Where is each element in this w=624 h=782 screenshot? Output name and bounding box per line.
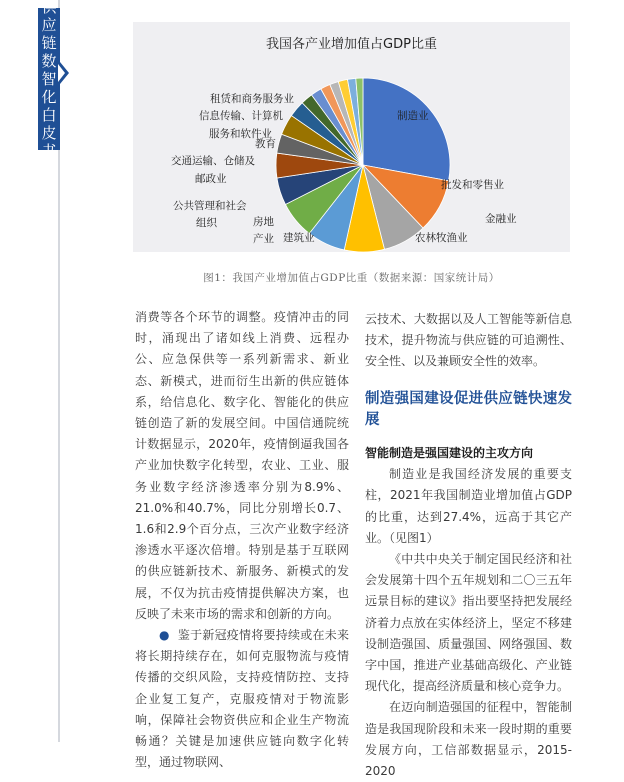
- section-heading: 制造强国建设促进供应链快速发展: [365, 390, 572, 428]
- pie-slice-0: [363, 78, 450, 181]
- chart-title: 我国各产业增加值占GDP比重: [266, 37, 437, 52]
- right-paragraph-4: 在迈向制造强国的征程中，智能制造是我国现阶段和未来一段时期的重要发展方向，工信部数据显示，2015-2020: [365, 700, 572, 779]
- slice-label-transport-2: 邮政业: [195, 173, 227, 185]
- sidebar-section-tab: [38, 0, 60, 160]
- slice-label-it-2: 服务和软件业: [209, 128, 272, 140]
- sidebar-tab-char: 数: [41, 52, 57, 70]
- slice-label-construction: 建筑业: [283, 232, 315, 244]
- slice-label-public-admin-2: 组织: [196, 217, 217, 229]
- slice-label-wholesale-retail: 批发和零售业: [441, 179, 504, 191]
- sidebar-tab-char: 白: [41, 106, 57, 124]
- right-paragraph-2: 制造业是我国经济发展的重要支柱，2021年我国制造业增加值占GDP的比重，达到27.4%，远高于其它产业。（见图1）: [365, 467, 572, 545]
- sidebar-tab-char: 供: [41, 0, 57, 16]
- right-paragraph-1: 云技术、大数据以及人工智能等新信息技术，提升物流与供应链的可追溯性、安全性、以及兼顾安全性的效率。: [365, 312, 572, 369]
- left-paragraph-2: 鉴于新冠疫情将要持续或在未来将长期持续存在，如何克服物流与疫情传播的交织风险，支持疫情防控、支持企业复工复产，克服疫情对于物流影响，保障社会物资供应和企业生产物流畅通？关键是加速供应链向数字化转型，通过物联网、: [135, 628, 349, 770]
- slice-label-public-admin-1: 公共管理和社会: [173, 200, 247, 212]
- figure-panel: [133, 22, 570, 252]
- right-paragraph-3: 《中共中央关于制定国民经济和社会发展第十四个五年规划和二〇三五年远景目标的建议》指出要坚持把发展经济着力点放在实体经济上，坚定不移建设制造强国、质量强国、网络强国、数字中国，推进产业基础高级化、产业链现代化，提高经济质量和核心竞争力。: [365, 552, 572, 694]
- slice-label-agriculture: 农林牧渔业: [415, 232, 468, 244]
- slice-label-it-1: 信息传输、计算机: [199, 110, 283, 122]
- sidebar-tab-char: 书: [41, 142, 57, 160]
- sub-heading: 智能制造是强国建设的主攻方向: [365, 446, 534, 461]
- slice-label-finance: 金融业: [485, 213, 517, 225]
- left-paragraph-1: 消费等各个环节的调整。疫情冲击的同时，涌现出了诸如线上消费、远程办公、应急保供等一系列新需求、新业态、新模式，进而衍生出新的供应链体系，给信息化、数字化、智能化的供应链创造了新的发展空间。中国信通院统计数据显示，2020年，疫情倒逼我国各产业加快数字化转型，农业、工业、服务业数字经济渗透率分别为8.9%、21.0%和40.7%，同比分别增长0.7、1.6和2.9个百分点，三次产业数字经济渗透水平逐次倍增。特别是基于互联网的供应链新技术、新服务、新模式的发展，不仅为抗击疫情提供解决方案，也反映了未来市场的需求和创新的方向。: [135, 310, 349, 621]
- slice-label-real-estate-1: 房地: [253, 216, 274, 228]
- slice-label-real-estate-2: 产业: [253, 233, 274, 245]
- sidebar-tab-arrow-icon: [60, 62, 69, 84]
- bullet-dot-icon: ●: [159, 628, 170, 643]
- slice-label-leasing: 租赁和商务服务业: [210, 93, 294, 105]
- slice-label-education: 教育: [255, 138, 276, 150]
- sidebar-tab-char: 皮: [41, 124, 57, 142]
- sidebar-tab-char: 链: [41, 34, 57, 52]
- sidebar-tab-char: 应: [41, 16, 57, 34]
- slice-label-transport-1: 交通运输、仓储及: [171, 155, 255, 167]
- left-text-column: [135, 307, 349, 773]
- figure-caption: 图1：我国产业增加值占GDP比重（数据来源：国家统计局）: [203, 272, 500, 284]
- right-text-column: [365, 309, 572, 782]
- sidebar-tab-char: 化: [41, 88, 57, 106]
- sidebar-tab-char: 智: [41, 70, 57, 88]
- left-bullet-paragraph: [135, 625, 349, 773]
- slice-label-manufacturing: 制造业: [397, 110, 429, 122]
